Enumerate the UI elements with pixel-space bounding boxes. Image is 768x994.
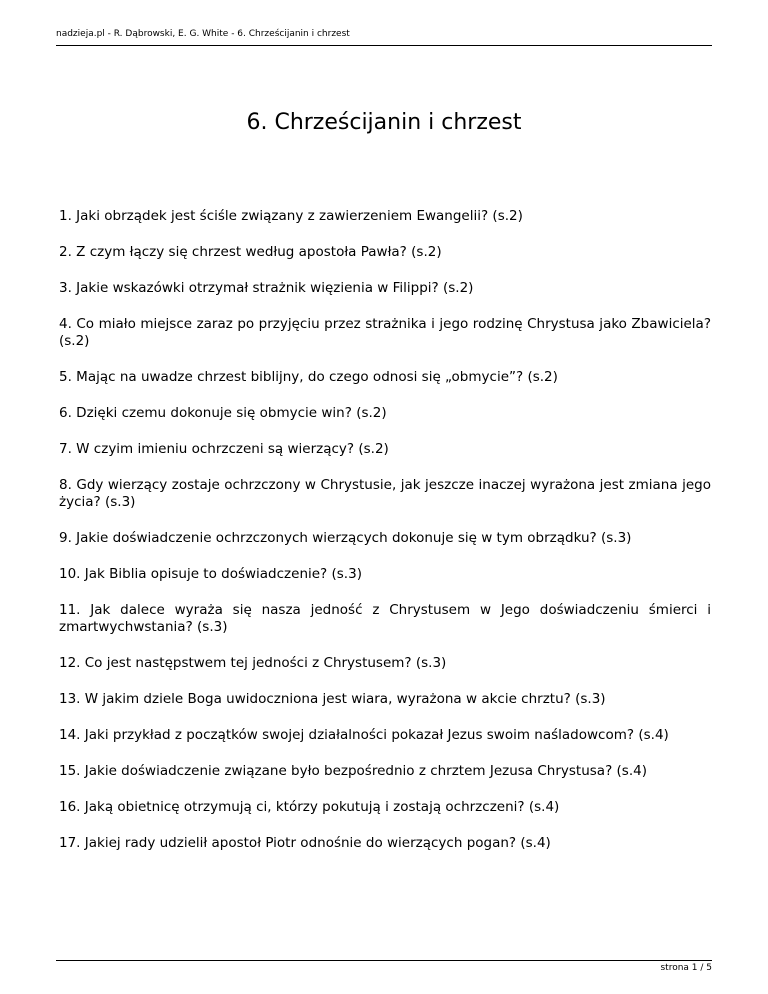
question-item: 3. Jakie wskazówki otrzymał strażnik więzienia w Filippi? (s.2): [59, 280, 474, 296]
question-item: 8. Gdy wierzący zostaje ochrzczony w Chrystusie, jak jeszcze inaczej wyrażona jest zmiana jego życia? (s.3): [59, 477, 711, 510]
question-item: 13. W jakim dziele Boga uwidoczniona jest wiara, wyrażona w akcie chrztu? (s.3): [59, 691, 606, 707]
question-item: 6. Dzięki czemu dokonuje się obmycie win? (s.2): [59, 405, 387, 421]
question-item: 5. Mając na uwadze chrzest biblijny, do czego odnosi się „obmycie”? (s.2): [59, 369, 558, 385]
question-item: 14. Jaki przykład z początków swojej działalności pokazał Jezus swoim naśladowcom? (s.4): [59, 727, 669, 743]
question-item: 2. Z czym łączy się chrzest według apostoła Pawła? (s.2): [59, 244, 442, 260]
question-item: 7. W czyim imieniu ochrzczeni są wierzący? (s.2): [59, 441, 389, 457]
page-header: [56, 28, 712, 46]
page-title: 6. Chrześcijanin i chrzest: [246, 110, 522, 135]
question-item: 15. Jakie doświadczenie związane było bezpośrednio z chrztem Jezusa Chrystusa? (s.4): [59, 763, 647, 779]
question-item: 10. Jak Biblia opisuje to doświadczenie? (s.3): [59, 566, 362, 582]
question-item: 11. Jak dalece wyraża się nasza jedność z Chrystusem w Jego doświadczeniu śmierci i zmartwychwstania? (s.3): [59, 602, 711, 635]
page-footer: [56, 960, 712, 974]
question-item: 16. Jaką obietnicę otrzymują ci, którzy pokutują i zostają ochrzczeni? (s.4): [59, 799, 560, 815]
page-number: strona 1 / 5: [660, 963, 712, 973]
question-item: 4. Co miało miejsce zaraz po przyjęciu przez strażnika i jego rodzinę Chrystusa jako Zbawiciela? (s.2): [59, 316, 711, 349]
question-item: 12. Co jest następstwem tej jedności z Chrystusem? (s.3): [59, 655, 447, 671]
question-item: 17. Jakiej rady udzielił apostoł Piotr odnośnie do wierzących pogan? (s.4): [59, 835, 551, 851]
question-list: [59, 208, 711, 871]
question-item: 9. Jakie doświadczenie ochrzczonych wierzących dokonuje się w tym obrządku? (s.3): [59, 530, 632, 546]
header-text: nadzieja.pl - R. Dąbrowski, E. G. White - 6. Chrześcijanin i chrzest: [56, 29, 350, 39]
question-item: 1. Jaki obrządek jest ściśle związany z zawierzeniem Ewangelii? (s.2): [59, 208, 523, 224]
